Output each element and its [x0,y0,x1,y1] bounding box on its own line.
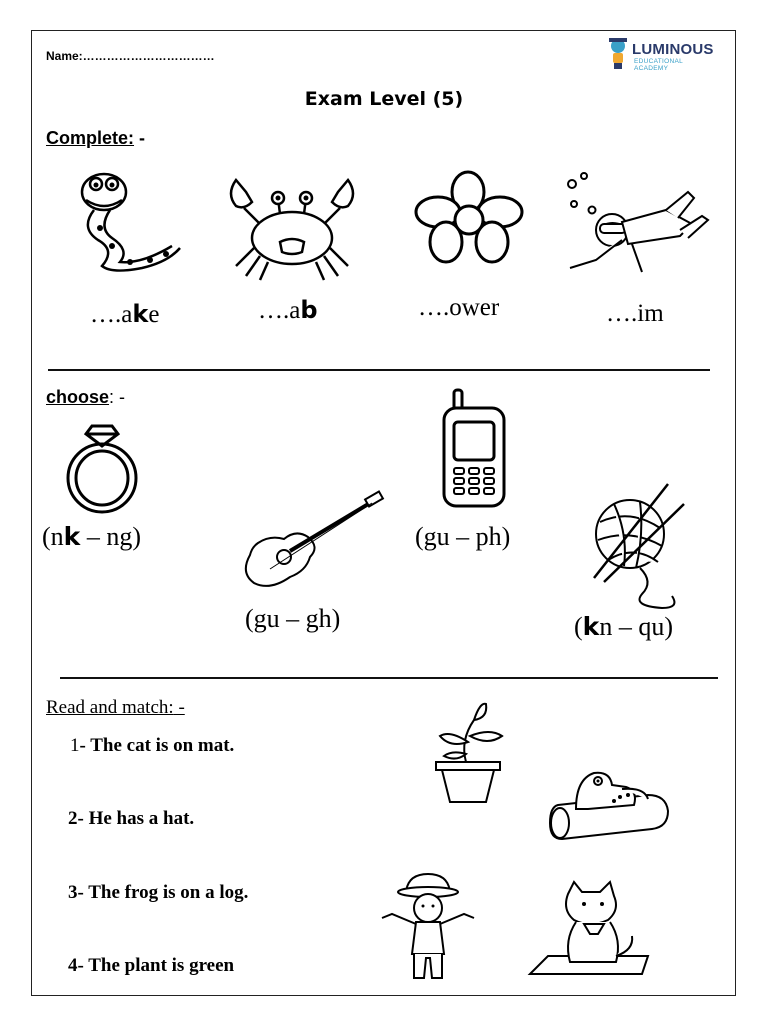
name-field-label: Name:…………………………… [46,49,215,63]
complete-word-4: ….im [606,300,664,327]
plant-icon [430,700,510,805]
match-sentence-2-text: - He has a hat. [77,808,195,829]
section-divider-1 [48,369,710,371]
choose-heading [46,387,125,408]
match-sentence-3-text: - The frog is on a log. [77,882,249,903]
choose-option-ring-bold: k [63,522,81,551]
complete-word-2 [258,296,318,325]
complete-word-1-suffix: e [148,301,160,328]
match-sentence-2-num: 2 [68,808,78,829]
match-sentence-3-num: 3 [68,882,78,903]
match-heading [46,697,185,719]
crab-icon [222,170,362,285]
match-sentence-4-text: - The plant is green [77,955,235,976]
complete-word-1 [90,300,159,329]
choose-option-ring-open: (n [42,522,64,551]
academy-logo [605,36,715,76]
match-sentence-3 [68,882,248,904]
flower-icon [410,168,530,268]
match-heading-suffix: - [173,697,185,718]
complete-word-2-prefix: ….a [258,297,301,324]
complete-word-3: ….ower [418,294,500,321]
choose-option-ring [42,522,141,552]
guitar-icon [240,495,385,590]
complete-word-2-bold: b [300,296,318,324]
match-sentence-1 [70,735,234,757]
complete-heading-text: Complete: [46,128,135,148]
choose-option-yarn-bold: k [582,612,600,641]
cat-on-mat-icon [524,880,654,980]
frog-on-log-icon [548,765,678,850]
choose-option-yarn-rest: n – qu) [599,612,673,641]
swimmer-icon [562,170,712,280]
complete-heading [46,128,145,149]
ring-icon [62,418,142,518]
match-sentence-2 [68,808,194,830]
match-sentence-1-text: - The cat is on mat. [79,735,235,756]
match-sentence-1-num: 1 [70,735,80,756]
page-title: Exam Level (5) [304,88,464,110]
match-sentence-4-num: 4 [68,955,78,976]
phone-icon [440,388,510,510]
logo-subtext: EDUCATIONAL ACADEMY [634,58,683,72]
logo-text: LUMINOUS [632,41,714,58]
choose-option-yarn [574,612,673,642]
complete-word-1-prefix: ….a [90,301,133,328]
choose-heading-suffix: : - [109,387,126,407]
boy-with-hat-icon [378,870,478,988]
complete-word-1-bold: k [132,300,149,328]
choose-option-ring-rest: – ng) [80,522,141,551]
snake-icon [72,170,192,280]
choose-option-phone: (gu – ph) [415,522,511,551]
choose-heading-text: choose [46,387,110,407]
yarn-icon [584,478,694,618]
match-heading-text: Read and match: [46,697,174,718]
section-divider-2 [60,677,718,679]
choose-option-yarn-open: ( [574,612,583,641]
logo-icon [605,36,631,72]
complete-heading-suffix: - [134,128,146,148]
match-sentence-4 [68,955,234,977]
choose-option-guitar: (gu – gh) [245,604,341,633]
